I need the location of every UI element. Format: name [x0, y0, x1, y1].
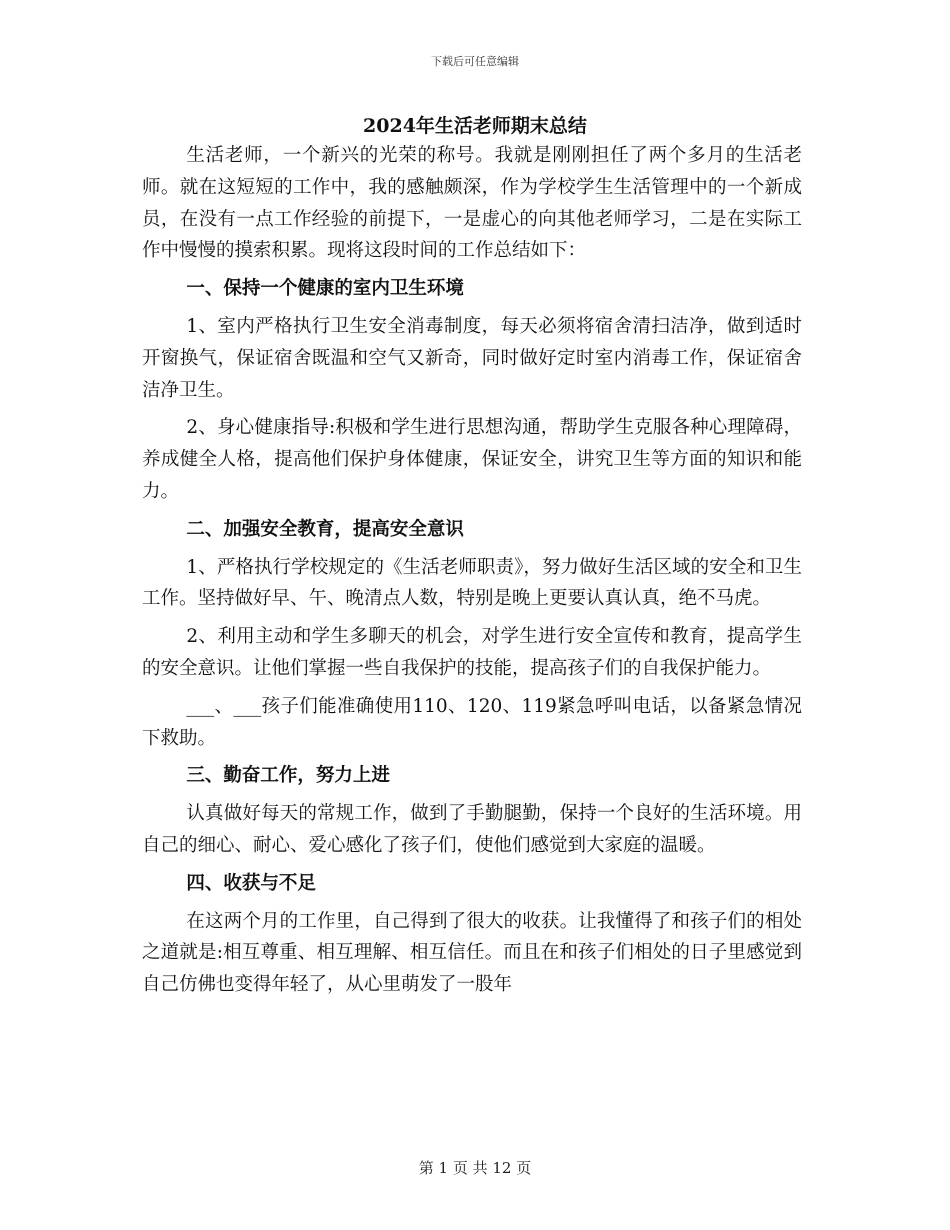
- section-2-paragraph-1: 1、严格执行学校规定的《生活老师职责》，努力做好生活区域的安全和卫生工作。坚持做好早、午、晚清点人数，特别是晚上更要认真认真，绝不马虎。: [142, 556, 802, 610]
- intro-paragraph: 生活老师，一个新兴的光荣的称号。我就是刚刚担任了两个多月的生活老师。就在这短短的工作中，我的感触颇深，作为学校学生生活管理中的一个新成员，在没有一点工作经验的前提下，一是虚心的向其他老师学习，二是在实际工作中慢慢的摸索积累。现将这段时间的工作总结如下：: [142, 145, 802, 262]
- section-heading-2: 二、加强安全教育，提高安全意识: [186, 518, 464, 540]
- section-1-paragraph-2: 2、身心健康指导:积极和学生进行思想沟通，帮助学生克服各种心理障碍，养成健全人格，提高他们保护身体健康，保证安全，讲究卫生等方面的知识和能力。: [142, 417, 802, 502]
- section-4-paragraph-1: 在这两个月的工作里，自己得到了很大的收获。让我懂得了和孩子们的相处之道就是:相互尊重、相互理解、相互信任。而且在和孩子们相处的日子里感觉到自己仿佛也变得年轻了，从心里萌发了一股年: [142, 910, 802, 996]
- section-1-paragraph-1: 1、室内严格执行卫生安全消毒制度，每天必须将宿舍清扫洁净，做到适时开窗换气，保证宿舍既温和空气又新奇，同时做好定时室内消毒工作，保证宿舍洁净卫生。: [142, 315, 802, 401]
- section-heading-1: 一、保持一个健康的室内卫生环境: [186, 278, 464, 300]
- section-2-paragraph-2: 2、利用主动和学生多聊天的机会，对学生进行安全宣传和教育，提高学生的安全意识。让他们掌握一些自我保护的技能，提高孩子们的自我保护能力。: [142, 626, 802, 679]
- section-3-paragraph-1: 认真做好每天的常规工作，做到了手勤腿勤，保持一个良好的生活环境。用自己的细心、耐心、爱心感化了孩子们，使他们感觉到大家庭的温暖。: [142, 803, 802, 856]
- page-number-footer: 第 1 页 共 12 页: [418, 1159, 532, 1177]
- document-title: 2024年生活老师期末总结: [363, 115, 587, 137]
- section-2-paragraph-3: ___、___孩子们能准确使用110、120、119紧急呼叫电话，以备紧急情况下救助。: [142, 695, 802, 749]
- section-heading-4: 四、收获与不足: [186, 872, 316, 894]
- page-header-note: 下载后可任意编辑: [431, 55, 519, 68]
- section-heading-3: 三、勤奋工作，努力上进: [186, 765, 390, 787]
- document-body: [142, 140, 802, 1001]
